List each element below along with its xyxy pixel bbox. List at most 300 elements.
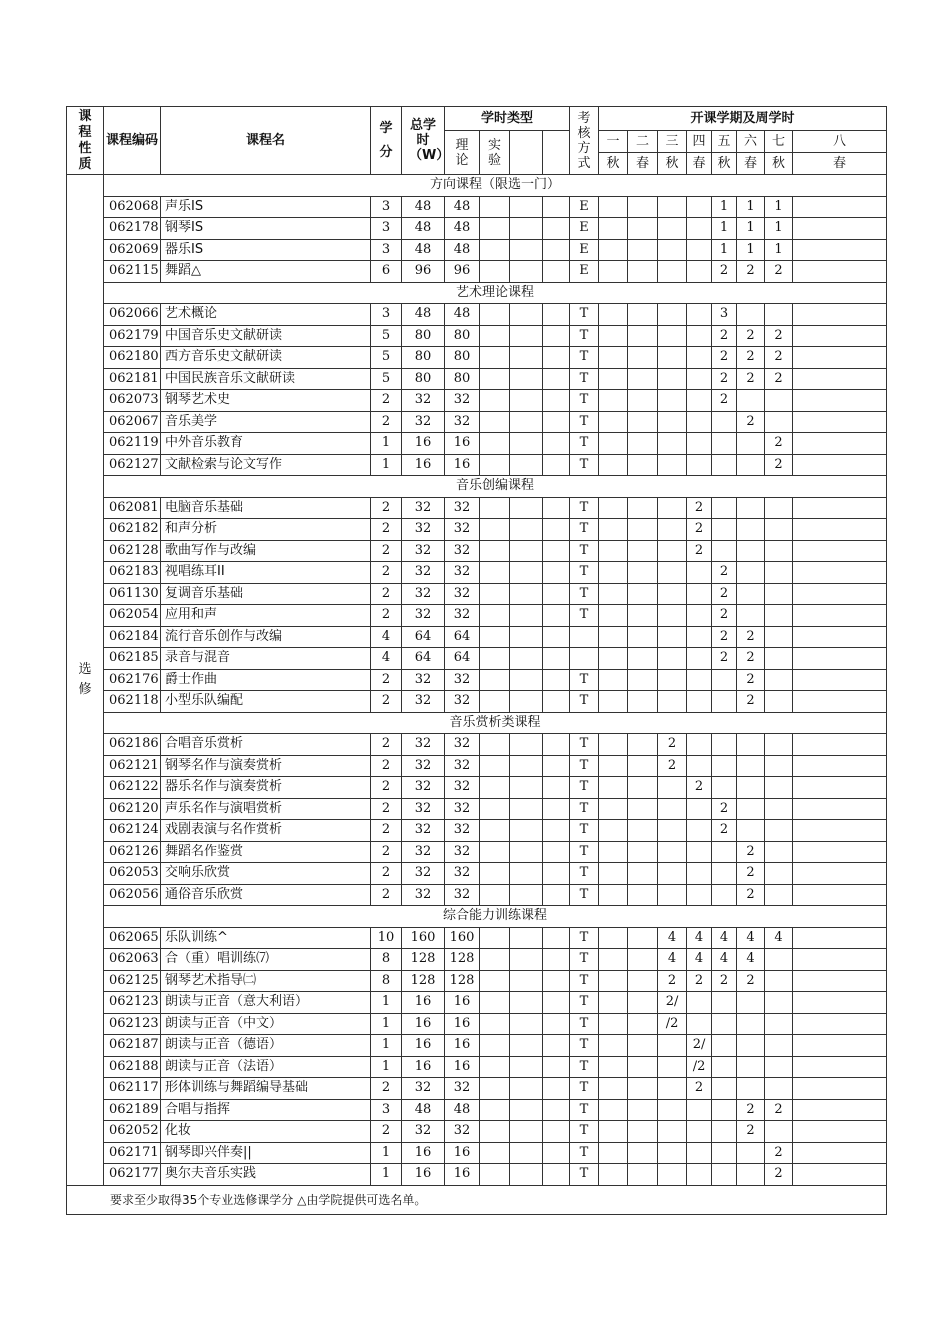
course-lab-hours — [480, 1164, 510, 1186]
semester-hours-1 — [599, 863, 628, 885]
course-exam-type: T — [570, 1056, 599, 1078]
semester-hours-8 — [793, 368, 887, 390]
semester-hours-1 — [599, 669, 628, 691]
course-name: 通俗音乐欣赏 — [161, 884, 371, 906]
course-blank-cell — [510, 626, 543, 648]
course-lab-hours — [480, 347, 510, 369]
course-blank-cell — [543, 1056, 570, 1078]
course-theory-hours: 32 — [445, 390, 480, 412]
semester-hours-3 — [658, 218, 687, 240]
course-name: 器乐名作与演奏赏析 — [161, 777, 371, 799]
course-theory-hours: 128 — [445, 970, 480, 992]
semester-hours-3 — [658, 1142, 687, 1164]
semester-hours-5 — [712, 755, 737, 777]
semester-hours-5: 2 — [712, 390, 737, 412]
course-blank-cell — [510, 583, 543, 605]
course-code: 062126 — [104, 841, 161, 863]
semester-hours-2 — [628, 540, 658, 562]
course-name: 录音与混音 — [161, 648, 371, 670]
header-code: 课程编码 — [104, 107, 161, 175]
course-blank-cell — [543, 605, 570, 627]
semester-hours-4 — [687, 691, 712, 713]
course-code: 062123 — [104, 992, 161, 1014]
semester-hours-2 — [628, 1078, 658, 1100]
semester-hours-4 — [687, 669, 712, 691]
course-credit: 5 — [371, 325, 402, 347]
semester-hours-7 — [765, 648, 793, 670]
semester-hours-8 — [793, 992, 887, 1014]
course-blank-cell — [510, 390, 543, 412]
course-theory-hours: 32 — [445, 820, 480, 842]
semester-hours-5: 2 — [712, 820, 737, 842]
course-row — [67, 669, 887, 691]
course-blank-cell — [510, 196, 543, 218]
semester-hours-2 — [628, 1164, 658, 1186]
course-exam-type — [570, 626, 599, 648]
course-name: 朗读与正音（意大利语） — [161, 992, 371, 1014]
course-name: 和声分析 — [161, 519, 371, 541]
course-lab-hours — [480, 927, 510, 949]
course-credit: 4 — [371, 626, 402, 648]
course-credit: 2 — [371, 841, 402, 863]
course-blank-cell — [543, 691, 570, 713]
course-lab-hours — [480, 648, 510, 670]
semester-hours-4: 2 — [687, 540, 712, 562]
semester-hours-7 — [765, 884, 793, 906]
course-credit: 2 — [371, 1121, 402, 1143]
header-season-6: 春 — [737, 153, 765, 175]
semester-hours-6: 2 — [737, 411, 765, 433]
semester-hours-5: 2 — [712, 648, 737, 670]
semester-hours-2 — [628, 1121, 658, 1143]
header-season-5: 秋 — [712, 153, 737, 175]
semester-hours-4: /2 — [687, 1056, 712, 1078]
course-credit: 2 — [371, 540, 402, 562]
semester-hours-7: 2 — [765, 433, 793, 455]
course-lab-hours — [480, 540, 510, 562]
course-blank-cell — [510, 863, 543, 885]
course-code: 062067 — [104, 411, 161, 433]
course-theory-hours: 16 — [445, 1013, 480, 1035]
course-row — [67, 325, 887, 347]
semester-hours-1 — [599, 325, 628, 347]
semester-hours-2 — [628, 454, 658, 476]
semester-hours-6: 2 — [737, 863, 765, 885]
semester-hours-1 — [599, 648, 628, 670]
semester-hours-6 — [737, 583, 765, 605]
course-total-hours: 64 — [402, 626, 445, 648]
course-lab-hours — [480, 626, 510, 648]
semester-hours-3 — [658, 411, 687, 433]
semester-hours-8 — [793, 239, 887, 261]
semester-hours-7: 2 — [765, 261, 793, 283]
semester-hours-5 — [712, 411, 737, 433]
course-total-hours: 16 — [402, 1056, 445, 1078]
semester-hours-7 — [765, 1078, 793, 1100]
course-total-hours: 16 — [402, 1013, 445, 1035]
semester-hours-8 — [793, 820, 887, 842]
course-exam-type: T — [570, 970, 599, 992]
semester-hours-1 — [599, 411, 628, 433]
semester-hours-8 — [793, 433, 887, 455]
course-theory-hours: 32 — [445, 841, 480, 863]
semester-hours-5: 2 — [712, 583, 737, 605]
semester-hours-3: 2 — [658, 734, 687, 756]
course-lab-hours — [480, 1056, 510, 1078]
semester-hours-4 — [687, 734, 712, 756]
course-blank-cell — [543, 196, 570, 218]
semester-hours-5 — [712, 1056, 737, 1078]
semester-hours-2 — [628, 884, 658, 906]
course-name: 西方音乐史文献研读 — [161, 347, 371, 369]
semester-hours-6 — [737, 390, 765, 412]
semester-hours-1 — [599, 841, 628, 863]
semester-hours-7: 2 — [765, 368, 793, 390]
course-theory-hours: 16 — [445, 1035, 480, 1057]
course-blank-cell — [510, 368, 543, 390]
course-exam-type: E — [570, 239, 599, 261]
course-credit: 2 — [371, 734, 402, 756]
course-blank-cell — [543, 540, 570, 562]
course-blank-cell — [510, 949, 543, 971]
course-total-hours: 32 — [402, 884, 445, 906]
semester-hours-8 — [793, 648, 887, 670]
course-code: 062183 — [104, 562, 161, 584]
semester-hours-2 — [628, 562, 658, 584]
course-blank-cell — [510, 755, 543, 777]
course-row — [67, 1121, 887, 1143]
semester-hours-4 — [687, 1099, 712, 1121]
course-theory-hours: 64 — [445, 648, 480, 670]
semester-hours-2 — [628, 1142, 658, 1164]
course-total-hours: 48 — [402, 239, 445, 261]
semester-hours-6 — [737, 540, 765, 562]
semester-hours-6: 4 — [737, 949, 765, 971]
semester-hours-1 — [599, 239, 628, 261]
semester-hours-3 — [658, 841, 687, 863]
course-total-hours: 32 — [402, 734, 445, 756]
course-exam-type: T — [570, 562, 599, 584]
course-row — [67, 777, 887, 799]
course-code: 062184 — [104, 626, 161, 648]
semester-hours-8 — [793, 927, 887, 949]
course-theory-hours: 32 — [445, 755, 480, 777]
course-total-hours: 64 — [402, 648, 445, 670]
course-lab-hours — [480, 777, 510, 799]
course-credit: 1 — [371, 1142, 402, 1164]
course-blank-cell — [543, 411, 570, 433]
course-theory-hours: 48 — [445, 239, 480, 261]
semester-hours-5 — [712, 992, 737, 1014]
semester-hours-2 — [628, 841, 658, 863]
semester-hours-1 — [599, 218, 628, 240]
course-name: 音乐美学 — [161, 411, 371, 433]
semester-hours-6: 2 — [737, 347, 765, 369]
course-row — [67, 368, 887, 390]
semester-hours-3 — [658, 261, 687, 283]
semester-hours-3 — [658, 1099, 687, 1121]
semester-hours-6 — [737, 519, 765, 541]
semester-hours-2 — [628, 304, 658, 326]
course-exam-type: T — [570, 1013, 599, 1035]
course-code: 061130 — [104, 583, 161, 605]
course-name: 声乐名作与演唱赏析 — [161, 798, 371, 820]
semester-hours-5: 2 — [712, 562, 737, 584]
course-lab-hours — [480, 261, 510, 283]
course-blank-cell — [543, 648, 570, 670]
semester-hours-6 — [737, 755, 765, 777]
section-title: 音乐赏析类课程 — [104, 712, 887, 734]
semester-hours-1 — [599, 1035, 628, 1057]
course-blank-cell — [543, 798, 570, 820]
semester-hours-6: 2 — [737, 691, 765, 713]
semester-hours-5: 1 — [712, 196, 737, 218]
course-blank-cell — [510, 325, 543, 347]
semester-hours-4 — [687, 411, 712, 433]
header-exam: 考核方式 — [570, 107, 599, 175]
course-theory-hours: 16 — [445, 992, 480, 1014]
course-total-hours: 32 — [402, 777, 445, 799]
semester-hours-8 — [793, 1078, 887, 1100]
course-total-hours: 48 — [402, 304, 445, 326]
semester-hours-8 — [793, 755, 887, 777]
course-theory-hours: 32 — [445, 583, 480, 605]
table-header — [67, 107, 887, 175]
semester-hours-3 — [658, 798, 687, 820]
course-theory-hours: 32 — [445, 411, 480, 433]
course-credit: 8 — [371, 949, 402, 971]
course-total-hours: 32 — [402, 669, 445, 691]
semester-hours-3 — [658, 390, 687, 412]
semester-hours-2 — [628, 949, 658, 971]
course-blank-cell — [510, 1013, 543, 1035]
semester-hours-4 — [687, 196, 712, 218]
semester-hours-5 — [712, 691, 737, 713]
semester-hours-6 — [737, 433, 765, 455]
header-lab: 实验 — [480, 131, 510, 175]
header-theory: 理论 — [445, 131, 480, 175]
semester-hours-6: 2 — [737, 669, 765, 691]
semester-hours-1 — [599, 261, 628, 283]
course-code: 062122 — [104, 777, 161, 799]
course-row — [67, 497, 887, 519]
course-blank-cell — [543, 519, 570, 541]
semester-hours-3 — [658, 1078, 687, 1100]
course-theory-hours: 160 — [445, 927, 480, 949]
course-exam-type: T — [570, 605, 599, 627]
semester-hours-6: 2 — [737, 884, 765, 906]
semester-hours-2 — [628, 519, 658, 541]
semester-hours-5: 1 — [712, 239, 737, 261]
semester-hours-5 — [712, 1078, 737, 1100]
semester-hours-8 — [793, 562, 887, 584]
course-blank-cell — [510, 605, 543, 627]
semester-hours-7: 2 — [765, 1164, 793, 1186]
course-blank-cell — [543, 347, 570, 369]
course-code: 062117 — [104, 1078, 161, 1100]
semester-hours-1 — [599, 626, 628, 648]
semester-hours-1 — [599, 605, 628, 627]
course-row — [67, 949, 887, 971]
semester-hours-6 — [737, 562, 765, 584]
course-credit: 2 — [371, 497, 402, 519]
course-name: 乐队训练^ — [161, 927, 371, 949]
header-season-4: 春 — [687, 153, 712, 175]
semester-hours-8 — [793, 1013, 887, 1035]
header-total-hours: 总学时（W） — [402, 107, 445, 175]
semester-hours-7 — [765, 970, 793, 992]
course-credit: 8 — [371, 970, 402, 992]
course-blank-cell — [510, 239, 543, 261]
section-title: 综合能力训练课程 — [104, 906, 887, 928]
course-code: 062180 — [104, 347, 161, 369]
course-exam-type: T — [570, 304, 599, 326]
semester-hours-1 — [599, 368, 628, 390]
semester-hours-6 — [737, 734, 765, 756]
semester-hours-4: 4 — [687, 949, 712, 971]
semester-hours-6: 2 — [737, 648, 765, 670]
semester-hours-7 — [765, 540, 793, 562]
course-blank-cell — [543, 562, 570, 584]
header-sem-4: 四 — [687, 131, 712, 153]
semester-hours-8 — [793, 304, 887, 326]
semester-hours-3 — [658, 304, 687, 326]
course-code: 062125 — [104, 970, 161, 992]
course-theory-hours: 96 — [445, 261, 480, 283]
semester-hours-3 — [658, 583, 687, 605]
semester-hours-2 — [628, 261, 658, 283]
semester-hours-7 — [765, 734, 793, 756]
course-credit: 1 — [371, 1056, 402, 1078]
course-code: 062121 — [104, 755, 161, 777]
course-total-hours: 80 — [402, 368, 445, 390]
course-theory-hours: 80 — [445, 368, 480, 390]
course-blank-cell — [510, 497, 543, 519]
course-row — [67, 1078, 887, 1100]
course-exam-type: T — [570, 927, 599, 949]
semester-hours-1 — [599, 1078, 628, 1100]
course-row — [67, 798, 887, 820]
course-name: 交响乐欣赏 — [161, 863, 371, 885]
course-table-sheet — [66, 106, 886, 1215]
course-exam-type: T — [570, 755, 599, 777]
semester-hours-6: 2 — [737, 1121, 765, 1143]
semester-hours-6 — [737, 798, 765, 820]
semester-hours-1 — [599, 562, 628, 584]
course-name: 钢琴IS — [161, 218, 371, 240]
course-total-hours: 32 — [402, 411, 445, 433]
semester-hours-8 — [793, 884, 887, 906]
course-blank-cell — [543, 1013, 570, 1035]
semester-hours-5 — [712, 669, 737, 691]
header-season-8: 春 — [793, 153, 887, 175]
course-lab-hours — [480, 196, 510, 218]
course-row — [67, 540, 887, 562]
course-credit: 2 — [371, 755, 402, 777]
course-code: 062056 — [104, 884, 161, 906]
semester-hours-1 — [599, 1121, 628, 1143]
course-name: 爵士作曲 — [161, 669, 371, 691]
semester-hours-8 — [793, 605, 887, 627]
header-semester-title: 开课学期及周学时 — [599, 107, 887, 131]
semester-hours-2 — [628, 497, 658, 519]
semester-hours-3 — [658, 347, 687, 369]
semester-hours-1 — [599, 304, 628, 326]
course-blank-cell — [510, 1035, 543, 1057]
course-row — [67, 648, 887, 670]
course-exam-type: T — [570, 777, 599, 799]
course-code: 062128 — [104, 540, 161, 562]
semester-hours-1 — [599, 540, 628, 562]
section-title: 方向课程（限选一门） — [104, 175, 887, 197]
semester-hours-7: 2 — [765, 1099, 793, 1121]
semester-hours-5 — [712, 863, 737, 885]
semester-hours-6 — [737, 820, 765, 842]
course-row — [67, 626, 887, 648]
semester-hours-1 — [599, 1099, 628, 1121]
semester-hours-4 — [687, 433, 712, 455]
semester-hours-2 — [628, 626, 658, 648]
course-name: 中国音乐史文献研读 — [161, 325, 371, 347]
course-credit: 6 — [371, 261, 402, 283]
course-name: 文献检索与论文写作 — [161, 454, 371, 476]
course-exam-type: E — [570, 261, 599, 283]
semester-hours-4: 2 — [687, 970, 712, 992]
course-lab-hours — [480, 1035, 510, 1057]
table-body — [67, 175, 887, 1215]
semester-hours-8 — [793, 390, 887, 412]
semester-hours-2 — [628, 777, 658, 799]
section-header-row — [67, 282, 887, 304]
course-row — [67, 261, 887, 283]
semester-hours-2 — [628, 691, 658, 713]
course-lab-hours — [480, 218, 510, 240]
course-exam-type: T — [570, 1078, 599, 1100]
semester-hours-1 — [599, 970, 628, 992]
course-code: 062118 — [104, 691, 161, 713]
semester-hours-7: 1 — [765, 218, 793, 240]
course-row — [67, 1164, 887, 1186]
semester-hours-4 — [687, 562, 712, 584]
course-credit: 5 — [371, 368, 402, 390]
course-row — [67, 884, 887, 906]
course-row — [67, 1099, 887, 1121]
course-theory-hours: 48 — [445, 196, 480, 218]
course-blank-cell — [543, 863, 570, 885]
semester-hours-3 — [658, 325, 687, 347]
course-code: 062115 — [104, 261, 161, 283]
semester-hours-8 — [793, 261, 887, 283]
course-lab-hours — [480, 1013, 510, 1035]
semester-hours-7 — [765, 605, 793, 627]
course-exam-type: T — [570, 1099, 599, 1121]
course-code: 062187 — [104, 1035, 161, 1057]
course-total-hours: 32 — [402, 1121, 445, 1143]
course-theory-hours: 48 — [445, 1099, 480, 1121]
course-code: 062063 — [104, 949, 161, 971]
course-lab-hours — [480, 304, 510, 326]
semester-hours-8 — [793, 841, 887, 863]
course-credit: 1 — [371, 454, 402, 476]
course-credit: 1 — [371, 1164, 402, 1186]
semester-hours-5 — [712, 497, 737, 519]
semester-hours-8 — [793, 454, 887, 476]
course-exam-type: T — [570, 1121, 599, 1143]
semester-hours-3 — [658, 368, 687, 390]
course-code: 062171 — [104, 1142, 161, 1164]
semester-hours-8 — [793, 669, 887, 691]
semester-hours-6 — [737, 1035, 765, 1057]
